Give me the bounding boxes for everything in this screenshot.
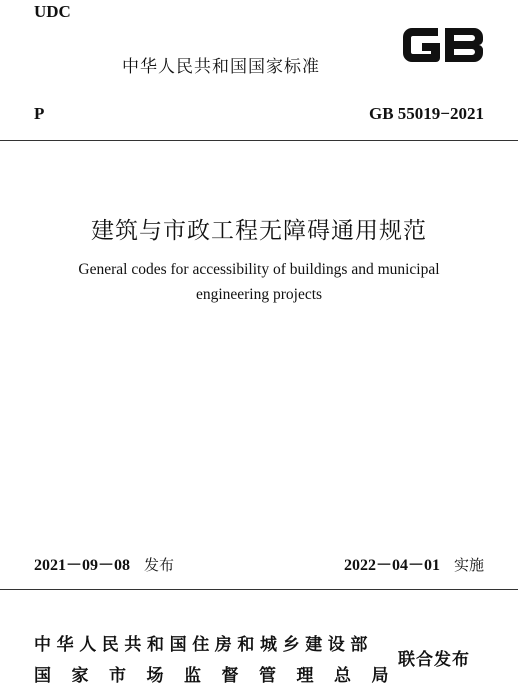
issue-date-block	[34, 552, 174, 575]
title-chinese: 建筑与市政工程无障碍通用规范	[91, 218, 427, 244]
implement-date-block	[344, 552, 484, 575]
classification-code: P	[34, 104, 45, 123]
issuer-samr: 国家市场监督管理总局	[34, 666, 409, 686]
issue-label: 发布	[144, 556, 175, 574]
bottom-divider	[0, 589, 518, 590]
standard-type: 中华人民共和国国家标准	[122, 57, 320, 77]
udc-label: UDC	[34, 2, 71, 21]
title-english-line-1: General codes for accessibility of buildings and municipal	[78, 261, 440, 278]
issue-date: 2021－09－08	[34, 557, 131, 574]
standard-number: GB 55019−2021	[369, 104, 484, 123]
title-english-line-2: engineering projects	[195, 286, 323, 303]
joint-issue-label: 联合发布	[398, 650, 470, 670]
title-english	[20, 257, 498, 307]
issuer-ministry: 中华人民共和国住房和城乡建设部	[34, 635, 373, 655]
gb-logo	[398, 20, 488, 70]
implement-date: 2022－04－01	[343, 557, 440, 574]
top-divider	[0, 140, 518, 141]
implement-label: 实施	[453, 556, 484, 574]
